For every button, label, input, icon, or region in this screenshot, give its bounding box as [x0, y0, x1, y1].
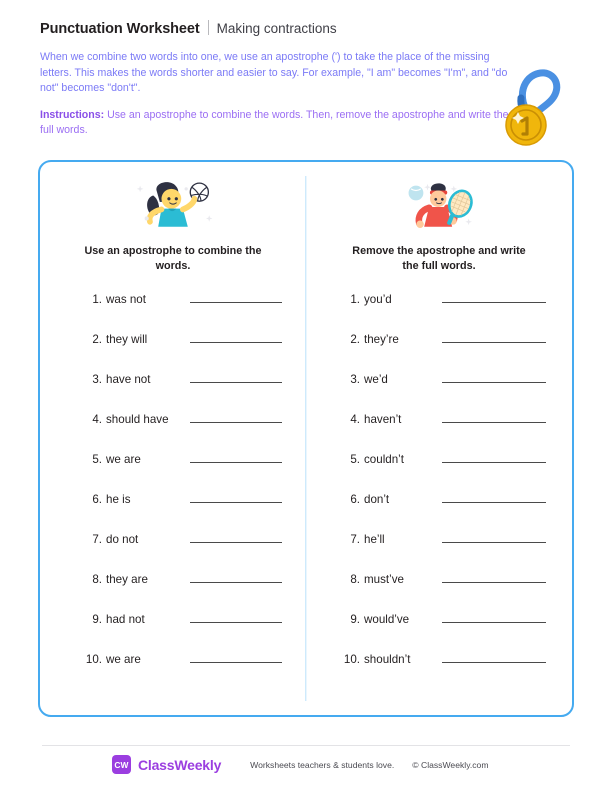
question-row [50, 489, 296, 529]
question-row [50, 449, 296, 489]
question-text: he’ll [364, 533, 385, 546]
exercise-column-left [40, 162, 306, 715]
question-number: 3. [92, 373, 102, 386]
answer-blank[interactable] [442, 649, 546, 663]
question-row [316, 369, 562, 409]
answer-blank[interactable] [190, 409, 282, 423]
question-text: they are [106, 573, 148, 586]
answer-blank[interactable] [190, 289, 282, 303]
question-text: they’re [364, 333, 399, 346]
answer-blank[interactable] [190, 489, 282, 503]
question-number: 4. [350, 413, 360, 426]
instructions-label: Instructions: [40, 108, 105, 121]
answer-blank[interactable] [442, 369, 546, 383]
answer-blank[interactable] [442, 489, 546, 503]
answer-blank[interactable] [190, 569, 282, 583]
instructions-paragraph [40, 108, 510, 139]
title-separator [208, 20, 209, 35]
question-text: he is [106, 493, 131, 506]
question-text: couldn’t [364, 453, 404, 466]
question-list-right [316, 289, 562, 689]
question-text: must’ve [364, 573, 404, 586]
footer-tagline: Worksheets teachers & students love. [250, 759, 395, 770]
question-row [316, 529, 562, 569]
question-text: had not [106, 613, 145, 626]
answer-blank[interactable] [190, 529, 282, 543]
question-text: was not [106, 293, 146, 306]
question-row [316, 329, 562, 369]
question-row [316, 409, 562, 449]
exercise-box [38, 160, 574, 717]
question-number: 2. [92, 333, 102, 346]
question-number: 7. [350, 533, 360, 546]
question-text: don’t [364, 493, 390, 506]
answer-blank[interactable] [442, 329, 546, 343]
column-heading-right: Remove the apostrophe and write the full words. [352, 245, 526, 272]
question-row [316, 649, 562, 689]
question-number: 5. [92, 453, 102, 466]
question-row [50, 529, 296, 569]
question-text: you’d [364, 293, 392, 306]
question-text: we are [106, 653, 141, 666]
question-text: they will [106, 333, 148, 346]
column-heading-left: Use an apostrophe to combine the words. [84, 245, 262, 272]
answer-blank[interactable] [190, 329, 282, 343]
worksheet-header [40, 18, 510, 139]
question-text: we’d [364, 373, 388, 386]
page-title-subtitle: Making contractions [216, 21, 337, 36]
question-row [316, 489, 562, 529]
answer-blank[interactable] [442, 449, 546, 463]
brand-name: ClassWeekly [138, 756, 222, 773]
footer-copyright: © ClassWeekly.com [412, 759, 489, 770]
footer [112, 755, 512, 774]
question-list-left [50, 289, 296, 689]
question-number: 1. [92, 293, 102, 306]
answer-blank[interactable] [190, 449, 282, 463]
question-number: 7. [92, 533, 102, 546]
question-number: 8. [92, 573, 102, 586]
question-row [50, 289, 296, 329]
question-number: 6. [92, 493, 102, 506]
gold-medal-number-one-icon [496, 62, 578, 152]
question-number: 10. [85, 653, 102, 666]
page-title [40, 18, 510, 37]
question-row [50, 609, 296, 649]
question-row [316, 289, 562, 329]
answer-blank[interactable] [442, 529, 546, 543]
question-number: 4. [92, 413, 102, 426]
answer-blank[interactable] [442, 609, 546, 623]
answer-blank[interactable] [442, 569, 546, 583]
question-row [50, 569, 296, 609]
footer-divider [42, 745, 570, 746]
question-number: 8. [350, 573, 360, 586]
question-text: should have [106, 413, 169, 426]
girl-with-volleyball-illustration [119, 179, 227, 230]
question-number: 6. [350, 493, 360, 506]
classweekly-logo-icon: CW [112, 755, 131, 774]
question-row [50, 649, 296, 689]
question-row [50, 409, 296, 449]
question-number: 10. [343, 653, 360, 666]
question-row [50, 329, 296, 369]
question-text: would’ve [364, 613, 410, 626]
question-row [316, 569, 562, 609]
answer-blank[interactable] [190, 649, 282, 663]
question-number: 1. [350, 293, 360, 306]
question-text: we are [106, 453, 141, 466]
question-text: do not [106, 533, 139, 546]
question-number: 9. [92, 613, 102, 626]
answer-blank[interactable] [442, 289, 546, 303]
question-text: shouldn’t [364, 653, 411, 666]
question-number: 5. [350, 453, 360, 466]
page-title-main: Punctuation Worksheet [40, 21, 200, 37]
boy-with-tennis-racket-illustration [385, 179, 493, 230]
question-text: have not [106, 373, 151, 386]
exercise-column-right [306, 162, 572, 715]
answer-blank[interactable] [442, 409, 546, 423]
intro-paragraph: When we combine two words into one, we use an apostrophe (') to take the place of the missing letters. This makes the words shorter and easier to say. For example, "I am" becomes "I'm", and "do not" becomes "don't". [40, 51, 508, 94]
answer-blank[interactable] [190, 609, 282, 623]
question-text: haven’t [364, 413, 402, 426]
question-row [50, 369, 296, 409]
instructions-text: Use an apostrophe to combine the words. Then, remove the apostrophe and write the full words. [40, 108, 509, 136]
question-number: 3. [350, 373, 360, 386]
exercise-columns [40, 162, 572, 715]
question-row [316, 449, 562, 489]
question-row [316, 609, 562, 649]
question-number: 9. [350, 613, 360, 626]
answer-blank[interactable] [190, 369, 282, 383]
question-number: 2. [350, 333, 360, 346]
